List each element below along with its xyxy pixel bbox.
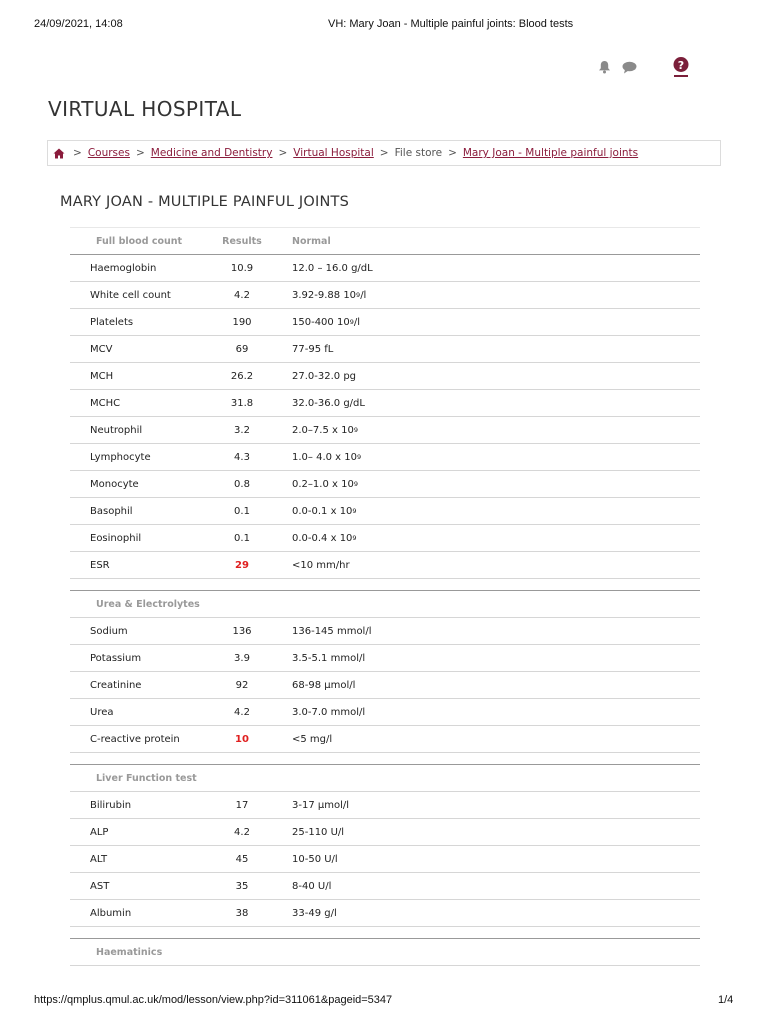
normal-range [292,255,373,281]
normal-range [292,645,365,671]
normal-range: 0.2–1.0 x 10 9 [292,478,358,490]
test-name: ALP [90,826,109,838]
normal-column-header: Normal [292,235,331,247]
bell-icon[interactable] [598,60,611,74]
result-value: 4.2 [234,826,250,838]
test-name: Platelets [90,316,134,328]
normal-range-text: 3.92-9.88 10 [292,289,357,301]
normal-range-text: 1.0– 4.0 x 10 [292,451,357,463]
normal-range-text: 0.0-0.1 x 10 [292,505,353,517]
normal-range-text: 25-110 U/l [292,826,345,838]
result-value: 4.3 [234,451,250,463]
test-name: Sodium [90,625,128,637]
normal-range-text: <5 mg/l [292,733,333,745]
abnormal-result-value: 29 [235,559,249,571]
table-row [70,363,700,390]
print-url: https://qmplus.qmul.ac.uk/mod/lesson/view.php?id=311061&pageid=5347 [34,994,393,1006]
result-value: 38 [235,907,249,919]
normal-range-text: 136-145 mmol/l [292,625,372,637]
result-value: 17 [235,799,249,811]
normal-range [292,819,344,845]
results-column-header: Results [222,235,262,247]
test-name: MCV [90,343,113,355]
abnormal-result-value: 10 [235,733,249,745]
result-value: 0.8 [234,478,250,490]
result-value: 190 [232,316,252,328]
section-divider [70,927,700,939]
table-row [70,444,700,471]
normal-range [292,552,350,578]
result-value: 26.2 [230,370,254,382]
normal-range-text: <10 mm/hr [292,559,350,571]
table-row [70,900,700,927]
home-icon[interactable] [53,148,65,159]
print-page-title: VH: Mary Joan - Multiple painful joints: Blood tests [328,18,574,30]
unit-suffix: /l [360,289,367,301]
breadcrumb [47,140,721,166]
result-value: 3.9 [234,652,250,664]
breadcrumb-separator: > [278,147,288,159]
test-name: Potassium [90,652,142,664]
normal-range-text: 3-17 µmol/l [292,799,350,811]
test-name: Urea [90,706,114,718]
test-name: Eosinophil [90,532,142,544]
table-row [70,309,700,336]
result-value: 31.8 [230,397,254,409]
test-name: Lymphocyte [90,451,151,463]
normal-range: 0.0-0.1 x 10 9 [292,505,357,517]
normal-range-text: 68-98 µmol/l [292,679,356,691]
normal-range-text: 3.0-7.0 mmol/l [292,706,366,718]
test-name: Bilirubin [90,799,132,811]
breadcrumb-medicine-and-dentistry[interactable]: Medicine and Dentistry [150,147,273,159]
result-value: 45 [235,853,249,865]
test-name: ESR [90,559,110,571]
test-name: Creatinine [90,679,142,691]
normal-range-text: 77-95 fL [292,343,334,355]
table-row [70,471,700,498]
test-name: Albumin [90,907,132,919]
normal-range: 0.0-0.4 x 10 9 [292,532,357,544]
table-row [70,525,700,552]
result-value: 35 [235,880,249,892]
table-row [70,819,700,846]
table-row [70,873,700,900]
test-name: Basophil [90,505,133,517]
breadcrumb-separator: > [448,147,457,159]
normal-range [292,846,338,872]
section-header-row [70,765,700,792]
normal-range [292,699,365,725]
breadcrumb-file-store: File store [394,147,443,159]
test-name: ALT [90,853,108,865]
test-name: C-reactive protein [90,733,180,745]
normal-range: 1.0– 4.0 x 10 9 [292,451,362,463]
print-page-number: 1/4 [718,994,734,1006]
result-value: 69 [235,343,249,355]
section-header-row [70,939,700,966]
table-row [70,417,700,444]
normal-range [292,336,333,362]
normal-range: 3.92-9.88 10 9 /l [292,289,367,301]
normal-range-text: 8-40 U/l [292,880,332,892]
site-title: VIRTUAL HOSPITAL [48,97,242,121]
help-active-underline [674,75,688,77]
result-value: 0.1 [234,532,250,544]
unit-suffix: /l [353,316,360,328]
breadcrumb-courses[interactable]: Courses [87,147,130,159]
table-row [70,336,700,363]
table-row [70,282,700,309]
normal-range-text: 12.0 – 16.0 g/dL [292,262,373,274]
result-value: 92 [235,679,249,691]
normal-range-text: 150-400 10 [292,316,350,328]
breadcrumb-virtual-hospital[interactable]: Virtual Hospital [293,147,374,159]
normal-range [292,672,355,698]
section-divider [70,579,700,591]
section-divider [70,753,700,765]
normal-range-text: 27.0-32.0 pg [292,370,357,382]
breadcrumb-separator: > [379,147,389,159]
breadcrumb-separator: > [135,147,145,159]
normal-range-text: 10-50 U/l [292,853,338,865]
table-row [70,645,700,672]
normal-range [292,618,372,644]
normal-range-text: 0.2–1.0 x 10 [292,478,354,490]
table-row [70,846,700,873]
nav-icons [598,56,689,78]
table-row [70,699,700,726]
table-row [70,552,700,579]
normal-range-text: 3.5-5.1 mmol/l [292,652,366,664]
section-header-row [70,591,700,618]
normal-range: 150-400 10 9 /l [292,316,360,328]
result-value: 10.9 [230,262,254,274]
normal-range-text: 33-49 g/l [292,907,337,919]
blood-results-table [70,227,700,966]
test-name: MCH [90,370,114,382]
normal-range [292,363,356,389]
section-title: Liver Function test [96,772,197,784]
test-name: Haemoglobin [90,262,157,274]
svg-text:?: ? [677,59,685,72]
normal-range-text: 0.0-0.4 x 10 [292,532,353,544]
test-name: Neutrophil [90,424,143,436]
result-value: 4.2 [234,289,250,301]
test-name: Monocyte [90,478,139,490]
page-heading: MARY JOAN - MULTIPLE PAINFUL JOINTS [60,194,349,210]
section-title: Full blood count [96,235,183,247]
test-name: AST [90,880,110,892]
test-name: White cell count [90,289,171,301]
normal-range [292,792,349,818]
result-value: 4.2 [234,706,250,718]
normal-range: 2.0–7.5 x 10 9 [292,424,358,436]
print-datetime: 24/09/2021, 14:08 [34,18,123,30]
table-row [70,792,700,819]
table-row [70,672,700,699]
normal-range-text: 2.0–7.5 x 10 [292,424,354,436]
breadcrumb-current-case[interactable]: Mary Joan - Multiple painful joints [462,147,639,159]
section-title: Urea & Electrolytes [96,598,200,610]
normal-range [292,900,337,926]
normal-range [292,390,365,416]
result-value: 3.2 [234,424,250,436]
table-row [70,498,700,525]
table-row [70,618,700,645]
help-icon[interactable] [673,56,689,78]
breadcrumb-separator: > [73,147,82,159]
chat-icon[interactable] [622,61,637,74]
result-value: 136 [232,625,252,637]
test-name: MCHC [90,397,121,409]
table-row [70,255,700,282]
section-title: Haematinics [96,946,163,958]
table-row [70,390,700,417]
section-header-row [70,227,700,255]
result-value: 0.1 [234,505,250,517]
normal-range [292,873,331,899]
table-row [70,726,700,753]
normal-range [292,726,332,752]
normal-range-text: 32.0-36.0 g/dL [292,397,365,409]
